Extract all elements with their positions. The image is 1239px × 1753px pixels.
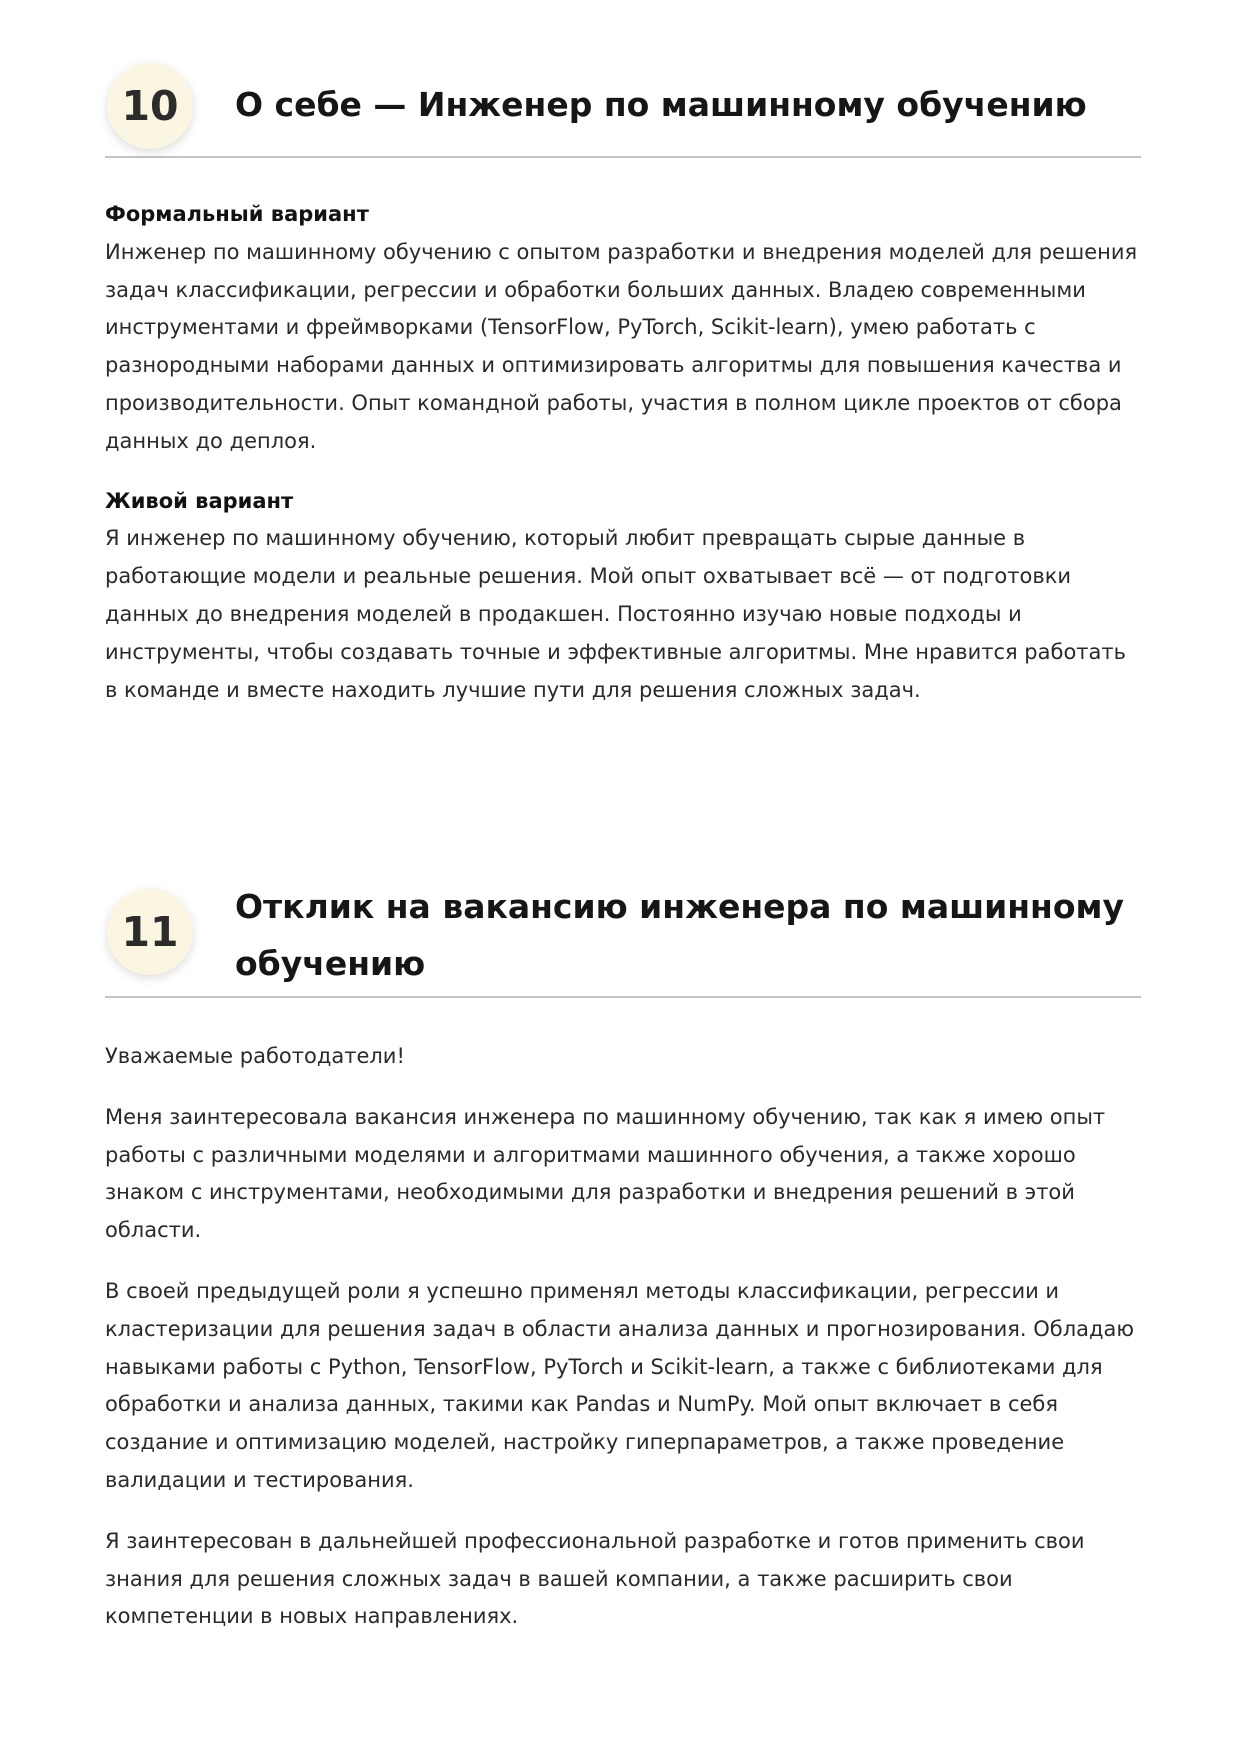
section-title: О себе — Инженер по машинному обучению (235, 85, 1087, 124)
section-number-badge: 10 (107, 63, 193, 149)
letter-paragraph: Я заинтересован в дальнейшей профессиональной разработке и готов применить свои знания для решения сложных задач в вашей компании, а также расширить свои компетенции в новых направлениях. (105, 1528, 1085, 1629)
block-heading-formal: Формальный вариант (105, 202, 369, 226)
block-text-casual: Я инженер по машинному обучению, который любит превращать сырые данные в работающие модели и реальные решения. Мой опыт охватывает всё — от подготовки данных до внедрения моделей в продакшен. Постоянно изучаю новые подходы и инструменты, чтобы создавать точные и эффективные алгоритмы. Мне нравится работать в команде и вместе находить лучшие пути для решения сложных задач. (105, 526, 1127, 702)
letter-paragraph: В своей предыдущей роли я успешно применял методы классификации, регрессии и кластеризации для решения задач в области анализа данных и прогнозирования. Обладаю навыками работы с Python, TensorFlow, PyTorch и Scikit-learn, а также с библиотеками для обработки и анализа данных, такими как Pandas и NumPy. Мой опыт включает в себя создание и оптимизацию моделей, настройку гиперпараметров, а также проведение валидации и тестирования. (105, 1278, 1135, 1492)
letter-paragraph: Меня заинтересовала вакансия инженера по машинному обучению, так как я имею опыт работы с различными моделями и алгоритмами машинного обучения, а также хорошо знаком с инструментами, необходимыми для разработки и внедрения решений в этой области. (105, 1104, 1106, 1243)
section-number-badge: 11 (107, 889, 193, 975)
block-text-formal: Инженер по машинному обучению с опытом разработки и внедрения моделей для решения задач классификации, регрессии и обработки больших данных. Владею современными инструментами и фреймворками (TensorFlow, PyTorch, Scikit-learn), умею работать с разнородными наборами данных и оптимизировать алгоритмы для повышения качества и производительности. Опыт командной работы, участия в полном цикле проектов от сбора данных до деплоя. (105, 239, 1138, 453)
section-header (105, 58, 1141, 158)
section-header (105, 866, 1141, 998)
letter-greeting: Уважаемые работодатели! (105, 1044, 405, 1068)
section-title: Отклик на вакансию инженера по машинному обучению (235, 887, 1125, 983)
section-about (105, 58, 1141, 731)
section-body (105, 1038, 1141, 1636)
section-cover-letter (105, 866, 1141, 1659)
section-body (105, 196, 1141, 709)
block-heading-casual: Живой вариант (105, 488, 294, 513)
